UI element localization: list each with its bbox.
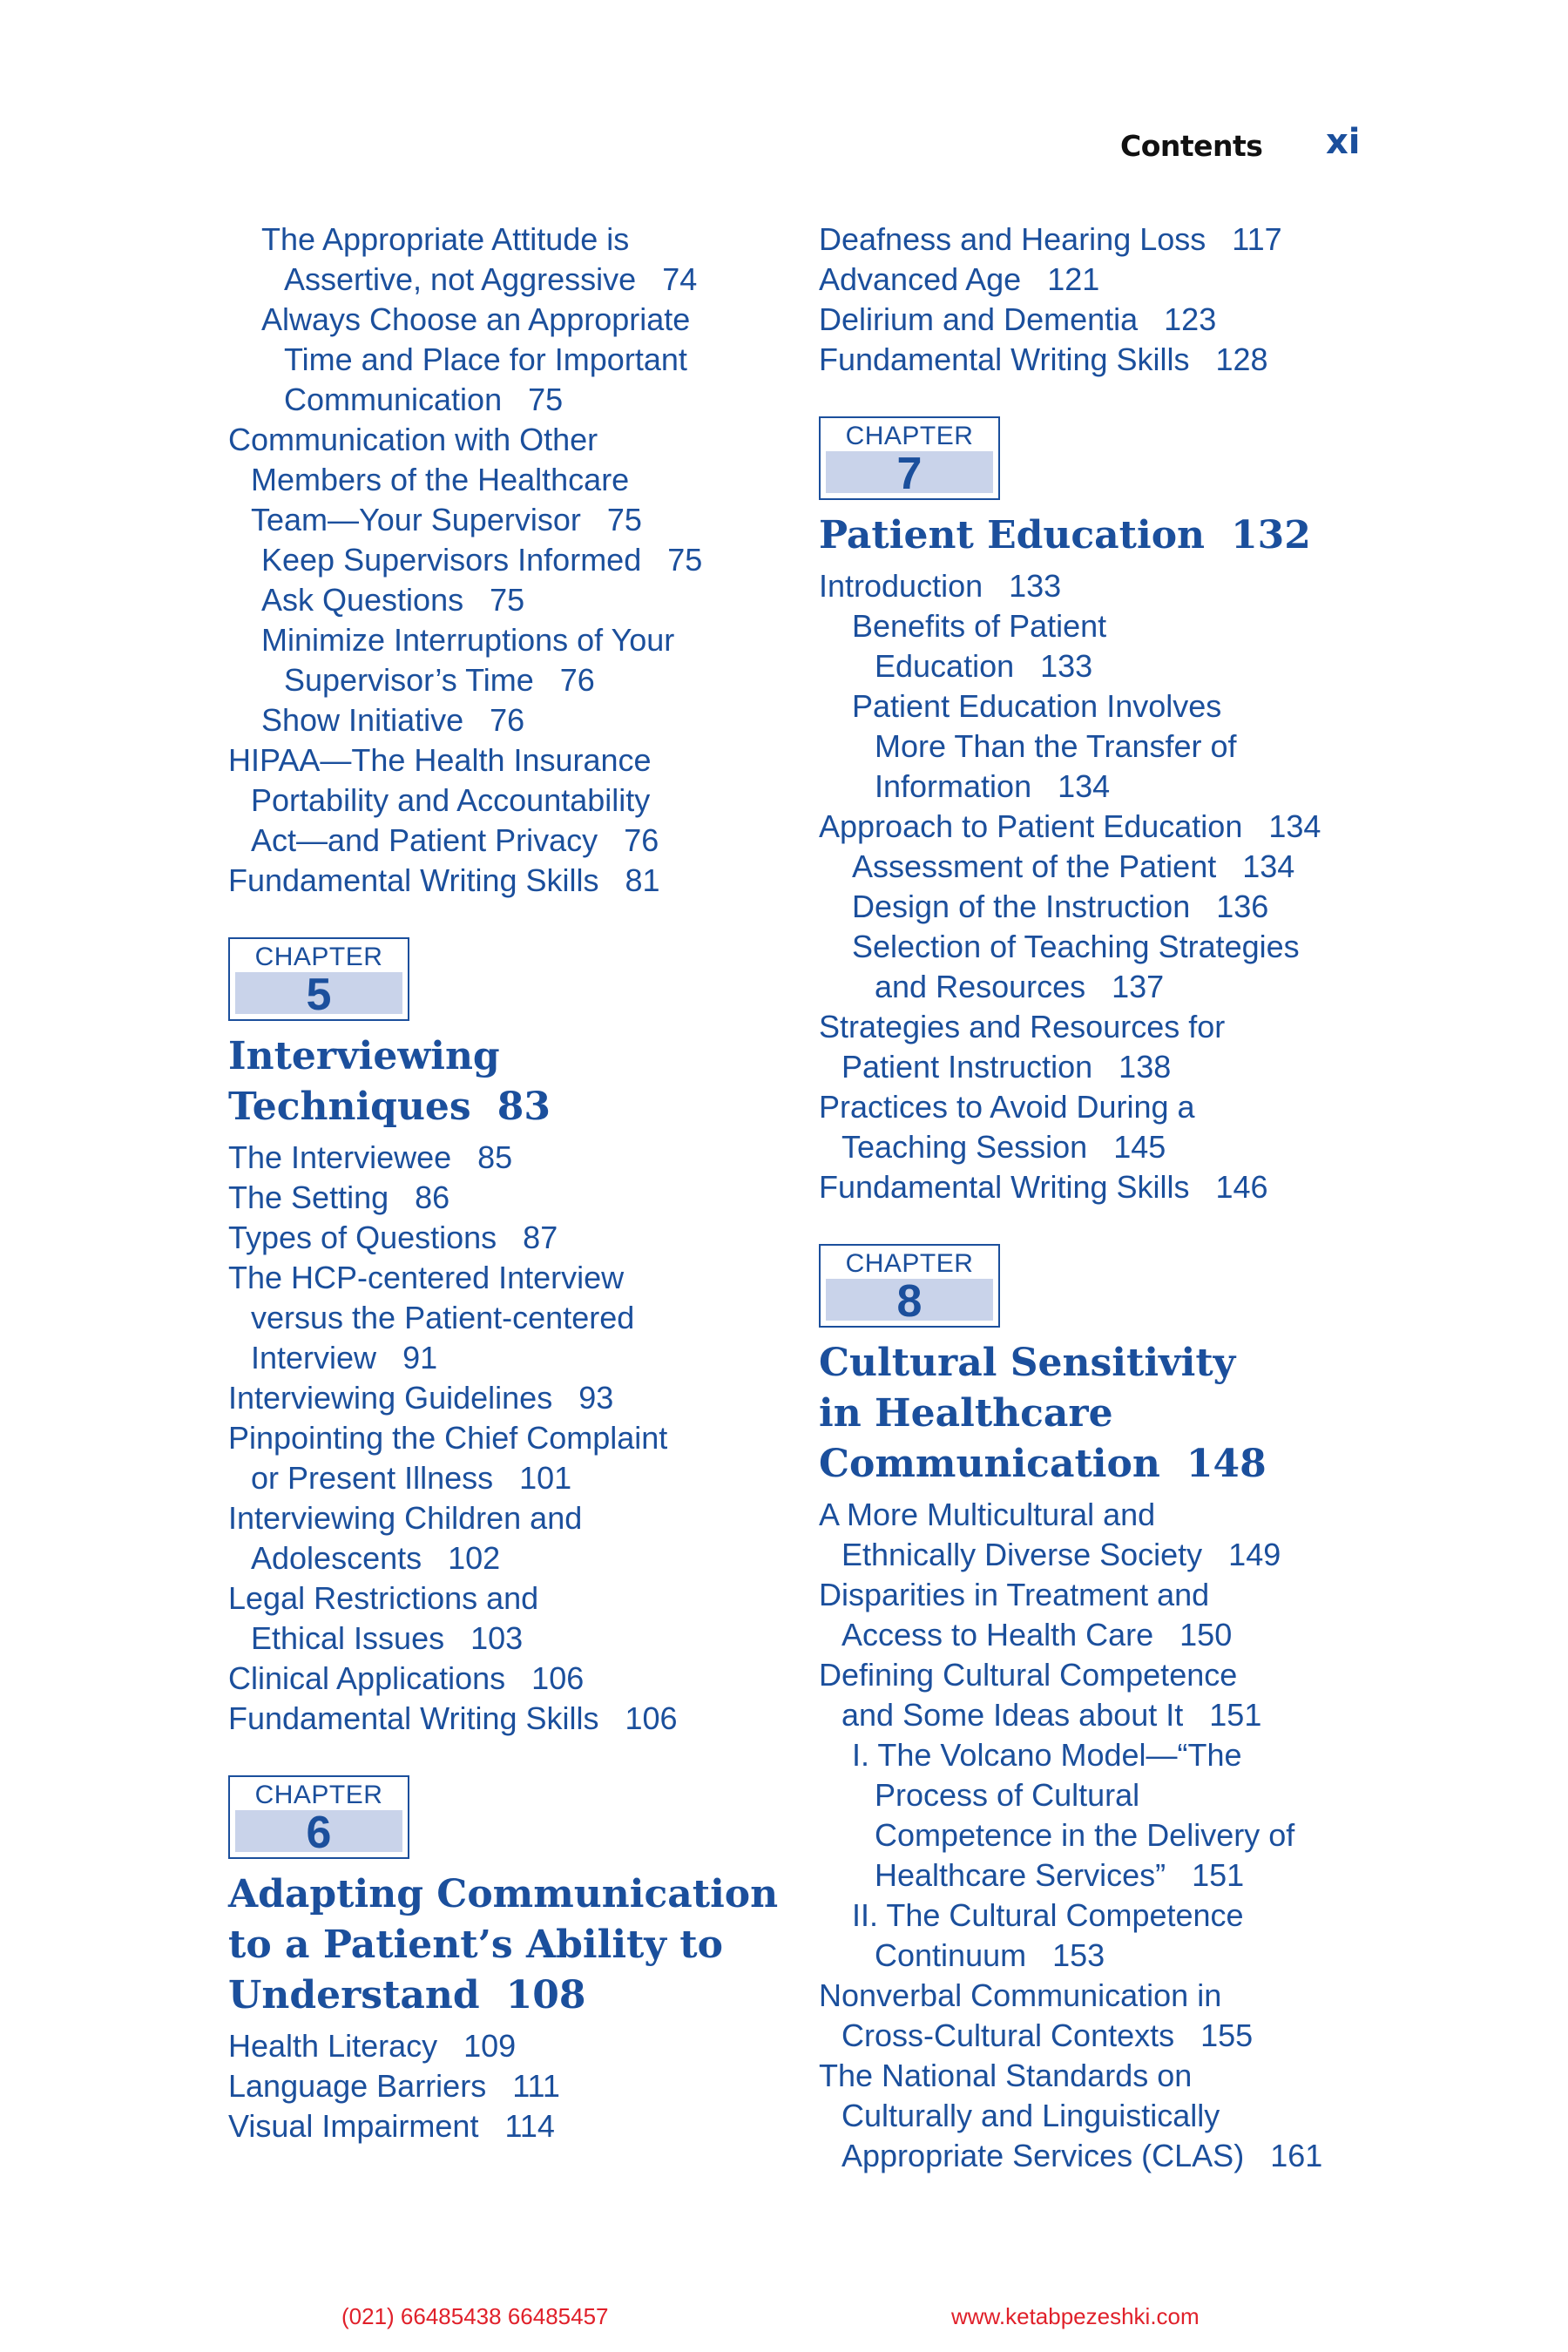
toc-entry[interactable]	[819, 686, 1376, 807]
toc-entry-text: Fundamental Writing Skills 81	[228, 862, 660, 898]
toc-page-number: 161	[1270, 2138, 1323, 2173]
toc-entry-text: Show Initiative 76	[261, 702, 525, 738]
toc-entry-text: Health Literacy 109	[228, 2028, 517, 2064]
toc-entry-text: Disparities in Treatment and	[819, 1577, 1210, 1612]
toc-entry-text: Patient Education Involves	[852, 688, 1222, 724]
toc-page-number: 133	[1040, 648, 1093, 684]
chapter-title[interactable]	[228, 1031, 786, 1132]
toc-entry-text: Appropriate Services (CLAS) 161	[841, 2138, 1323, 2173]
toc-entry[interactable]	[228, 1498, 786, 1578]
toc-page-number: 87	[523, 1220, 558, 1255]
chapter-label: CHAPTER	[254, 1781, 383, 1809]
toc-page-number: 76	[559, 662, 595, 698]
toc-page-number: 137	[1112, 969, 1165, 1004]
toc-entry[interactable]	[819, 1976, 1376, 2056]
toc-entry-text: The Appropriate Attitude is	[261, 221, 630, 257]
toc-entry-text: HIPAA—The Health Insurance	[228, 742, 652, 778]
toc-page-number: 155	[1200, 2017, 1254, 2053]
toc-entry-text: Language Barriers 111	[228, 2068, 560, 2104]
toc-page-number: 128	[1215, 341, 1268, 377]
toc-page-number: 146	[1215, 1169, 1268, 1205]
toc-entry[interactable]	[228, 2106, 786, 2146]
toc-page-number: 117	[1232, 221, 1282, 257]
toc-entry[interactable]	[228, 1578, 786, 1659]
toc-page-number: 149	[1228, 1537, 1281, 1572]
chapter-number: 6	[235, 1810, 402, 1852]
toc-entry-text: Types of Questions 87	[228, 1220, 558, 1255]
toc-page-number: 138	[1119, 1049, 1172, 1085]
toc-entry-text: Pinpointing the Chief Complaint	[228, 1420, 668, 1456]
footer-phone: (021) 66485438 66485457	[341, 2303, 609, 2329]
toc-entry-text: Supervisor’s Time 76	[284, 662, 595, 698]
toc-entry-text: Time and Place for Important	[284, 341, 687, 377]
toc-entry-text: Benefits of Patient	[852, 608, 1107, 644]
chapter-title-text: in Healthcare	[819, 1391, 1113, 1436]
toc-page-number: 123	[1164, 301, 1217, 337]
toc-page-number: 91	[402, 1340, 438, 1375]
toc-entry-text: Clinical Applications 106	[228, 1660, 585, 1696]
toc-page-number: 75	[667, 542, 703, 578]
toc-page-number: 103	[470, 1620, 524, 1656]
toc-page-number: 102	[448, 1540, 501, 1576]
toc-entry-text: Strategies and Resources for	[819, 1009, 1226, 1044]
chapter-label: CHAPTER	[845, 1249, 974, 1278]
toc-entry-text: Deafness and Hearing Loss 117	[819, 221, 1282, 257]
toc-page-number: 85	[477, 1139, 513, 1175]
toc-page-number: 106	[625, 1700, 678, 1736]
toc-entry-text: Interviewing Guidelines 93	[228, 1380, 614, 1416]
chapter-label: CHAPTER	[845, 422, 974, 450]
toc-page-number: 74	[662, 261, 698, 297]
toc-entry-text: Fundamental Writing Skills 106	[228, 1700, 678, 1736]
toc-entry[interactable]	[228, 861, 786, 901]
toc-entry[interactable]	[228, 2026, 786, 2066]
toc-entry-text: Legal Restrictions and	[228, 1580, 539, 1616]
toc-entry-text: Communication 75	[284, 382, 564, 417]
toc-entry[interactable]	[228, 220, 786, 300]
chapter-title-text: Cultural Sensitivity	[819, 1341, 1236, 1385]
chapter-title[interactable]	[228, 1869, 786, 2021]
chapter-label: CHAPTER	[254, 943, 383, 971]
toc-entry[interactable]	[819, 807, 1376, 847]
toc-entry-text: More Than the Transfer of	[875, 728, 1237, 764]
chapter-title-text: to a Patient’s Ability to	[228, 1923, 723, 1967]
toc-entry[interactable]	[228, 1659, 786, 1699]
running-header	[0, 122, 1568, 174]
toc-page-number: 151	[1209, 1697, 1262, 1733]
toc-entry[interactable]	[228, 1699, 786, 1739]
toc-entry[interactable]	[819, 887, 1376, 927]
toc-entry-text: Education 133	[875, 648, 1093, 684]
toc-entry-text: The Setting 86	[228, 1179, 450, 1215]
toc-entry-text: Act—and Patient Privacy 76	[251, 822, 659, 858]
toc-entry-text: Teaching Session 145	[841, 1129, 1166, 1165]
toc-entry[interactable]	[819, 566, 1376, 606]
toc-entry-text: Healthcare Services” 151	[875, 1857, 1245, 1893]
toc-entry-text: Visual Impairment 114	[228, 2108, 555, 2144]
toc-entry[interactable]	[228, 620, 786, 700]
toc-entry-text: Fundamental Writing Skills 128	[819, 341, 1268, 377]
toc-page-number: 134	[1058, 768, 1111, 804]
toc-entry-text: Ethical Issues 103	[251, 1620, 524, 1656]
toc-entry[interactable]	[228, 420, 786, 540]
toc-page-number: 114	[504, 2108, 555, 2144]
toc-entry-text: Adolescents 102	[251, 1540, 501, 1576]
toc-entry[interactable]	[819, 1087, 1376, 1167]
chapter-page-number: 148	[1186, 1442, 1267, 1486]
toc-entry-text: and Resources 137	[875, 969, 1165, 1004]
toc-entry[interactable]	[228, 1418, 786, 1498]
toc-entry-text: II. The Cultural Competence	[852, 1897, 1244, 1933]
chapter-title-text: Interviewing	[228, 1034, 500, 1078]
toc-entry-text: Introduction 133	[819, 568, 1062, 604]
toc-entry-text: A More Multicultural and	[819, 1497, 1156, 1532]
toc-entry-text: Access to Health Care 150	[841, 1617, 1233, 1652]
toc-entry-text: Portability and Accountability	[251, 782, 651, 818]
toc-entry[interactable]	[228, 2066, 786, 2106]
toc-entry-text: Practices to Avoid During a	[819, 1089, 1195, 1125]
toc-entry[interactable]	[819, 1655, 1376, 1735]
toc-entry-text: Members of the Healthcare	[251, 462, 630, 497]
toc-page-number: 109	[463, 2028, 517, 2064]
toc-entry-text: Design of the Instruction 136	[852, 889, 1269, 924]
toc-entry[interactable]	[819, 847, 1376, 887]
toc-entry-text: Interview 91	[251, 1340, 438, 1375]
toc-entry[interactable]	[228, 1138, 786, 1178]
toc-entry-text: Culturally and Linguistically	[841, 2098, 1220, 2133]
toc-entry[interactable]	[819, 1575, 1376, 1655]
toc-entry[interactable]	[228, 1178, 786, 1218]
toc-entry-text: Assertive, not Aggressive 74	[284, 261, 698, 297]
toc-page-number: 136	[1216, 889, 1269, 924]
toc-page-number: 81	[625, 862, 660, 898]
toc-entry-text: Process of Cultural	[875, 1777, 1140, 1813]
chapter-title[interactable]	[819, 1338, 1376, 1490]
toc-entry-text: Assessment of the Patient 134	[852, 848, 1295, 884]
toc-entry-text: Approach to Patient Education 134	[819, 808, 1321, 844]
chapter-title-text: Patient Education 132	[819, 513, 1311, 558]
toc-entry-text: Ethnically Diverse Society 149	[841, 1537, 1281, 1572]
toc-entry-text: Minimize Interruptions of Your	[261, 622, 675, 658]
toc-entry[interactable]	[819, 340, 1376, 380]
toc-page-number: 75	[490, 582, 525, 618]
toc-entry[interactable]	[228, 580, 786, 620]
chapter-page-number: 132	[1231, 513, 1311, 558]
toc-entry[interactable]	[819, 300, 1376, 340]
toc-page-number: 93	[578, 1380, 614, 1416]
toc-page-number: 150	[1179, 1617, 1233, 1652]
toc-entry-text: Patient Instruction 138	[841, 1049, 1172, 1085]
running-header-title: Contents	[1120, 129, 1263, 163]
toc-entry-text: Ask Questions 75	[261, 582, 525, 618]
toc-page-number: 76	[490, 702, 525, 738]
chapter-title-text: Communication 148	[819, 1442, 1267, 1486]
chapter-number: 5	[235, 972, 402, 1014]
toc-entry-text: The Interviewee 85	[228, 1139, 513, 1175]
toc-entry-text: Communication with Other	[228, 422, 598, 457]
toc-entry-text: Information 134	[875, 768, 1111, 804]
toc-entry[interactable]	[819, 606, 1376, 686]
chapter-number: 7	[826, 451, 993, 493]
toc-right-column	[819, 220, 1376, 2176]
toc-page-number: 76	[624, 822, 659, 858]
toc-left-column	[228, 220, 786, 2146]
toc-entry[interactable]	[819, 220, 1376, 260]
toc-entry-text: Selection of Teaching Strategies	[852, 929, 1300, 964]
toc-entry-text: Keep Supervisors Informed 75	[261, 542, 703, 578]
toc-entry-text: Continuum 153	[875, 1937, 1105, 1973]
toc-entry-text: Defining Cultural Competence	[819, 1657, 1238, 1693]
toc-entry-text: Competence in the Delivery of	[875, 1817, 1295, 1853]
toc-page-number: 75	[528, 382, 564, 417]
toc-page-number: 75	[606, 502, 642, 537]
toc-page-number: 101	[519, 1460, 572, 1496]
toc-entry-text: Always Choose an Appropriate	[261, 301, 691, 337]
toc-entry-text: I. The Volcano Model—“The	[852, 1737, 1242, 1773]
toc-page-number: 134	[1268, 808, 1321, 844]
page-number: xi	[1326, 122, 1361, 162]
toc-entry-text: The National Standards on	[819, 2058, 1193, 2093]
toc-entry[interactable]	[228, 1378, 786, 1418]
toc-entry[interactable]	[819, 1495, 1376, 1575]
chapter-page-number: 83	[497, 1085, 551, 1129]
chapter-title-text: Adapting Communication	[228, 1872, 779, 1916]
toc-entry-text: versus the Patient-centered	[251, 1300, 635, 1335]
toc-entry[interactable]	[819, 927, 1376, 1007]
toc-entry[interactable]	[819, 2056, 1376, 2176]
footer	[0, 2303, 1568, 2338]
toc-entry[interactable]	[819, 1896, 1376, 1976]
toc-page-number: 151	[1192, 1857, 1245, 1893]
toc-entry-text: or Present Illness 101	[251, 1460, 572, 1496]
toc-page-number: 133	[1009, 568, 1062, 604]
toc-entry[interactable]	[228, 740, 786, 861]
toc-entry-text: Nonverbal Communication in	[819, 1977, 1222, 2013]
toc-entry[interactable]	[228, 540, 786, 580]
toc-entry-text: The HCP-centered Interview	[228, 1260, 625, 1295]
chapter-badge	[228, 1775, 409, 1859]
toc-page-number: 111	[512, 2068, 560, 2104]
toc-page-number: 121	[1047, 261, 1100, 297]
toc-entry-text: Delirium and Dementia 123	[819, 301, 1217, 337]
toc-page-number: 106	[531, 1660, 585, 1696]
toc-page-number: 134	[1242, 848, 1295, 884]
toc-entry[interactable]	[819, 1167, 1376, 1207]
toc-entry[interactable]	[228, 1218, 786, 1258]
toc-page-number: 86	[415, 1179, 450, 1215]
toc-entry-text: and Some Ideas about It 151	[841, 1697, 1262, 1733]
footer-website: www.ketabpezeshki.com	[951, 2303, 1200, 2329]
chapter-title[interactable]	[819, 510, 1376, 561]
chapter-title-text: Understand 108	[228, 1973, 586, 2017]
toc-entry[interactable]	[228, 1258, 786, 1378]
toc-entry[interactable]	[228, 300, 786, 420]
chapter-number: 8	[826, 1279, 993, 1321]
toc-entry[interactable]	[819, 260, 1376, 300]
toc-entry-text: Interviewing Children and	[228, 1500, 583, 1536]
chapter-badge	[819, 1244, 1000, 1328]
chapter-page-number: 108	[505, 1973, 586, 2017]
toc-entry-text: Team—Your Supervisor 75	[251, 502, 642, 537]
toc-entry-text: Fundamental Writing Skills 146	[819, 1169, 1268, 1205]
chapter-badge	[819, 416, 1000, 500]
toc-entry[interactable]	[819, 1007, 1376, 1087]
toc-entry[interactable]	[228, 700, 786, 740]
toc-entry[interactable]	[819, 1735, 1376, 1896]
chapter-title-text: Techniques 83	[228, 1085, 551, 1129]
toc-entry-text: Advanced Age 121	[819, 261, 1100, 297]
chapter-badge	[228, 937, 409, 1021]
toc-page-number: 145	[1113, 1129, 1166, 1165]
toc-entry-text: Cross-Cultural Contexts 155	[841, 2017, 1254, 2053]
toc-page-number: 153	[1052, 1937, 1105, 1973]
